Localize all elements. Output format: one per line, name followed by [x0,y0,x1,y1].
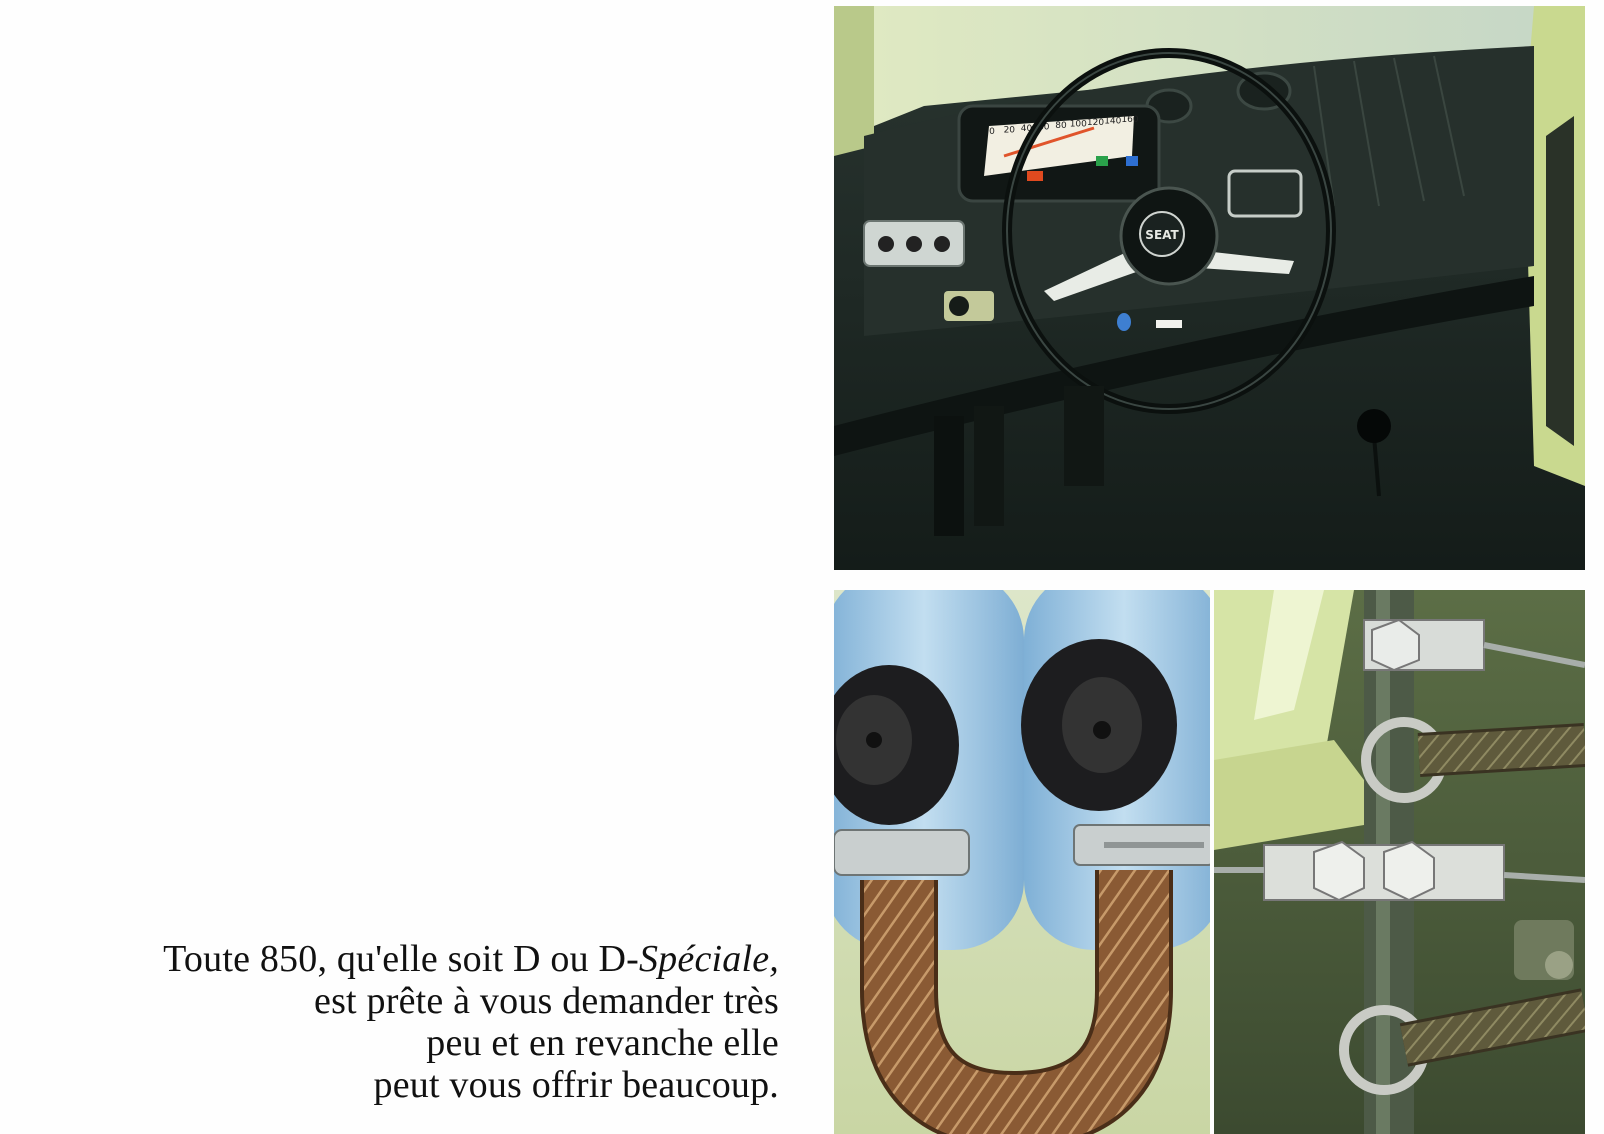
caption-text [163,938,779,1106]
speedometer-tick-label: 80 [1055,121,1067,131]
seat-badge-icon [1140,212,1184,256]
speedometer-tick-label: 140 [1104,116,1122,127]
reservoirs-illustration [834,590,1210,1134]
seat-badge-label: SEAT [1145,228,1179,242]
caption-line-4: peut vous offrir beaucoup. [373,1064,779,1106]
speedometer-tick-label: 100 [1069,119,1087,130]
reservoirs-photo [834,590,1210,1134]
speedometer-tick-label: 40 [1020,124,1033,134]
brake-lines-illustration [1214,590,1585,1134]
speedometer-tick-label: 0 [989,127,995,137]
caption-italic-speciale: Spéciale, [638,938,779,980]
caption-line-2: est prête à vous demander très [314,980,779,1022]
brake-lines-photo [1214,590,1585,1134]
caption-line-3: peu et en revanche elle [426,1022,779,1064]
speedometer-tick-label: 160 [1121,115,1139,125]
speedometer-tick-label: 60 [1038,122,1050,133]
speedometer-tick-label: 120 [1086,118,1105,128]
dashboard-illustration [834,6,1585,570]
caption-line-1: Toute 850, qu'elle soit D ou D-Spéciale, [163,938,779,980]
dashboard-photo [834,6,1585,570]
speedometer-tick-label: 20 [1003,125,1016,136]
